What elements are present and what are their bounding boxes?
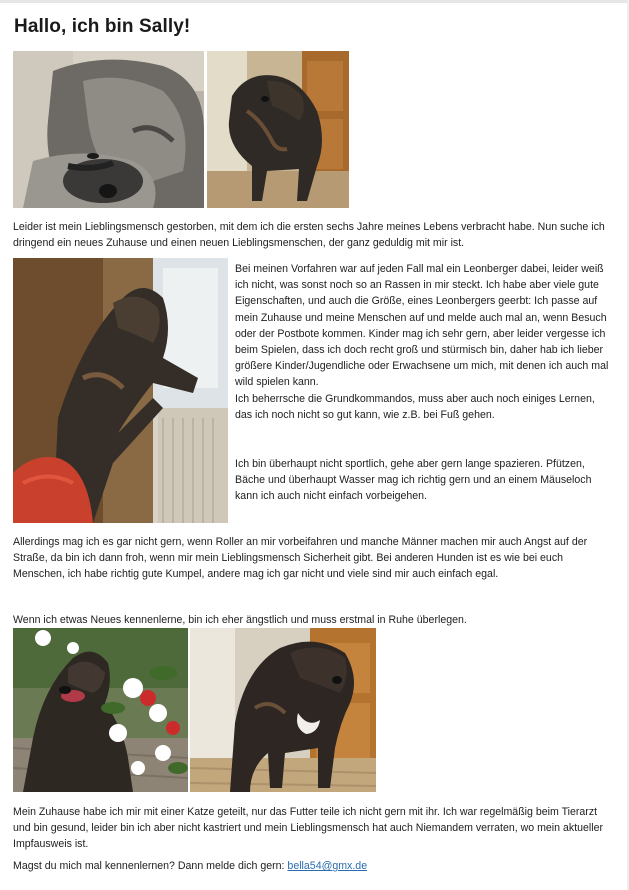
photo-dog-standing-indoors xyxy=(207,51,349,208)
paragraph-contact xyxy=(13,858,613,874)
page-title: Hallo, ich bin Sally! xyxy=(14,16,191,37)
photo-dog-with-flowers xyxy=(13,628,188,792)
contact-email-link[interactable]: bella54@gmx.de xyxy=(287,860,368,872)
contact-text: Magst du mich mal kennenlernen? Dann melde dich gern: xyxy=(13,860,288,872)
paragraph-commands: Ich beherrsche die Grundkommandos, muss aber auch noch einiges Lernen, das ich noch nicht so gut kann, wie z.B. bei Fuß gehen. xyxy=(235,393,595,422)
paragraph-dislikes: Allerdings mag ich es gar nicht gern, wenn Roller an mir vorbeifahren und manche Männer machen mir auch Angst auf der Straße, da bin ich dann froh, wenn mir mein Lieblingsmensch Sicherheit gibt. Bei anderen Hunden ist es wie bei euch Menschen, ich habe richtig gute Kumpel, andere mag ich gar nicht und viele sind mir auch einfach egal. xyxy=(13,536,588,581)
top-divider xyxy=(0,0,629,3)
paragraph-intro: Leider ist mein Lieblingsmensch gestorben, mit dem ich die ersten sechs Jahre meines Lebens verbracht habe. Nun suche ich dringend ein neues Zuhause und einen neuen Lieblingsmenschen, der ganz geduldig mit mir ist. xyxy=(13,221,605,250)
photo-dog-at-window xyxy=(13,258,228,523)
paragraph-cat-health: Mein Zuhause habe ich mir mit einer Katze geteilt, nur das Futter teile ich nicht gern mit ihr. Ich war regelmäßig beim Tierarzt und bin gesund, leider bin ich aber nicht kastriert und mein Lieblingsmensch hat auch Niemandem verraten, wo mein aktueller Impfausweis ist. xyxy=(13,806,604,851)
paragraph-new-things: Wenn ich etwas Neues kennenlerne, bin ich eher ängstlich und muss erstmal in Ruhe überlegen. xyxy=(13,614,467,626)
paragraph-ancestry: Bei meinen Vorfahren war auf jeden Fall mal ein Leonberger dabei, leider weiß ich nicht, was sonst noch so an Rassen in mir steckt. Ich habe aber viele gute Eigenschaften, und auch die Größe, eines Leonbergers geerbt: Ich passe auf mein Zuhause und meine Menschen auf und melde auch mal an, wenn Besuch oder der Postbote kommen. Kinder mag ich sehr gern, aber leider vergesse ich beim Spielen, dass ich doch recht groß und stürmisch bin, daher hab ich lieber größere Kinder/Jugendliche oder Erwachsene um mich, mit denen ich auch mal wild spielen kann. xyxy=(235,263,609,389)
photo-dog-lying-close-up xyxy=(13,51,204,208)
paragraph-sport: Ich bin überhaupt nicht sportlich, gehe aber gern lange spazieren. Pfützen, Bäche und überhaupt Wasser mag ich richtig gern und an einem Mäuseloch kann ich auch nicht einfach vorbeigehen. xyxy=(235,458,592,503)
photo-dog-by-cabinet xyxy=(190,628,376,792)
